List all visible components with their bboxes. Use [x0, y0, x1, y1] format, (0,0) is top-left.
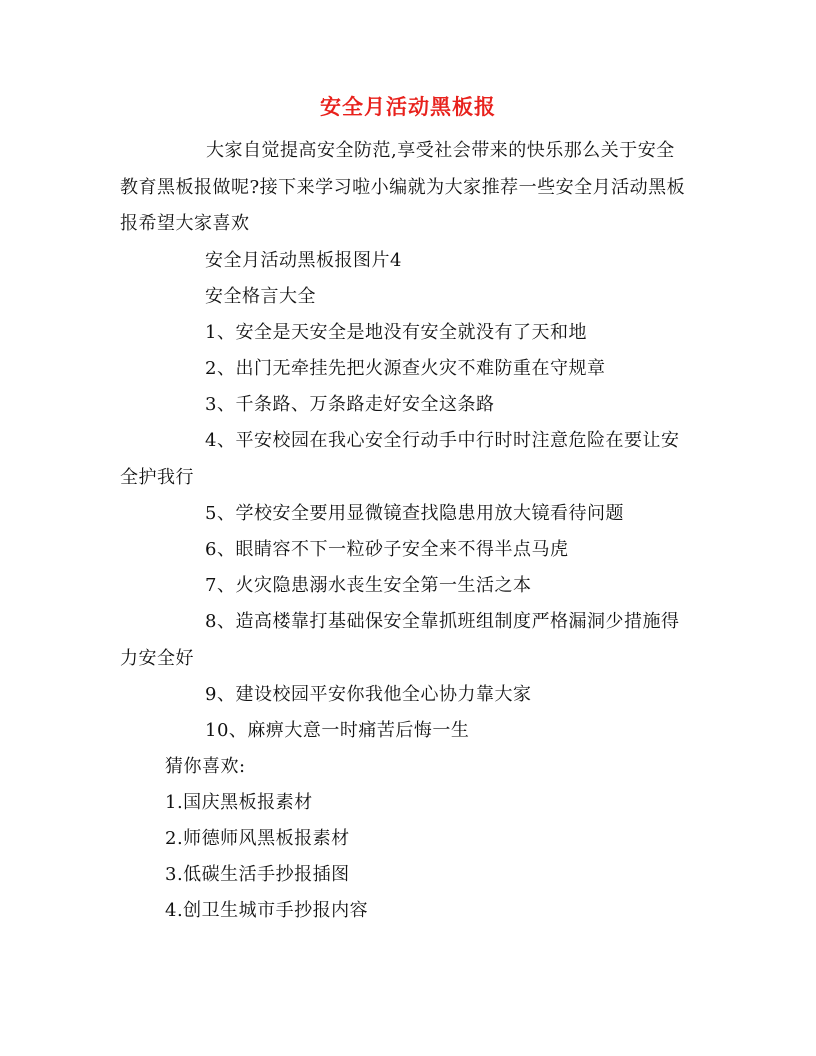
saying-item: 4、平安校园在我心安全行动手中行时时注意危险在要让安全护我行	[120, 430, 680, 488]
saying-item: 8、造高楼靠打基础保安全靠抓班组制度严格漏洞少措施得力安全好	[120, 611, 680, 669]
image-caption: 安全月活动黑板报图片4	[205, 250, 402, 271]
guess-you-like-label: 猜你喜欢:	[165, 756, 246, 777]
saying-item: 6、眼睛容不下一粒砂子安全来不得半点马虎	[205, 539, 569, 560]
related-link[interactable]: 3.低碳生活手抄报插图	[165, 864, 350, 885]
intro-paragraph: 大家自觉提高安全防范,享受社会带来的快乐那么关于安全教育黑板报做呢?接下来学习啦小编就为大家推荐一些安全月活动黑板报希望大家喜欢	[120, 140, 686, 234]
related-link[interactable]: 1.国庆黑板报素材	[165, 792, 313, 813]
saying-item: 5、学校安全要用显微镜查找隐患用放大镜看待问题	[205, 503, 624, 524]
section-heading: 安全格言大全	[205, 286, 316, 307]
saying-item: 2、出门无牵挂先把火源查火灾不难防重在守规章	[205, 358, 606, 379]
saying-item: 7、火灾隐患溺水丧生安全第一生活之本	[205, 575, 532, 596]
saying-item: 1、安全是天安全是地没有安全就没有了天和地	[205, 322, 587, 343]
page-title: 安全月活动黑板报	[320, 94, 496, 119]
saying-item: 9、建设校园平安你我他全心协力靠大家	[205, 684, 532, 705]
related-link[interactable]: 4.创卫生城市手抄报内容	[165, 900, 369, 921]
saying-item: 3、千条路、万条路走好安全这条路	[205, 394, 495, 415]
related-link[interactable]: 2.师德师风黑板报素材	[165, 828, 350, 849]
saying-item: 10、麻痹大意一时痛苦后悔一生	[205, 720, 470, 741]
